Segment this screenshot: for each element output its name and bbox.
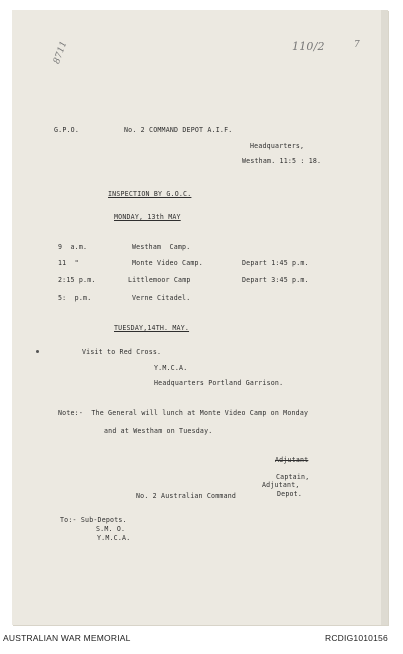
signature-title: Captain, xyxy=(276,473,310,481)
monday-place-3: Verne Citadel. xyxy=(132,294,191,302)
monday-depart-2: Depart 3:45 p.m. xyxy=(242,276,309,284)
monday-time-3: 5: p.m. xyxy=(58,294,92,302)
monday-place-0: Westham Camp. xyxy=(132,243,191,251)
signature-role: Adjutant, xyxy=(262,481,300,489)
monday-time-1: 11 " xyxy=(58,259,79,267)
header-gpo: G.P.O. xyxy=(54,126,80,134)
note-line-2: and at Westham on Tuesday. xyxy=(104,427,213,435)
note-line-1: Note:- The General will lunch at Monte Video Camp on Monday xyxy=(58,409,309,417)
signature-struck: Adjutant xyxy=(275,456,309,464)
footer-id: RCDIG1010156 xyxy=(325,633,388,643)
annotation-left: 8711 xyxy=(52,39,70,66)
annotation-right: 110/2 xyxy=(292,40,325,53)
margin-mark xyxy=(36,350,39,353)
annotation-corner: 7 xyxy=(354,40,360,50)
distribution-label: To:- Sub-Depots. xyxy=(60,516,127,524)
tuesday-item-2: Headquarters Portland Garrison. xyxy=(154,379,284,387)
signature-unit-short: Depot. xyxy=(277,490,303,498)
tuesday-item-0: Visit to Red Cross. xyxy=(82,348,162,356)
tuesday-heading: TUESDAY,14TH. MAY. xyxy=(114,324,190,332)
distribution-item-1: Y.M.C.A. xyxy=(97,534,131,542)
header-place-date: Westham. 11:5 : 18. xyxy=(242,157,322,165)
monday-place-1: Monte Video Camp. xyxy=(132,259,203,267)
monday-time-2: 2:15 p.m. xyxy=(58,276,96,284)
header-unit: No. 2 COMMAND DEPOT A.I.F. xyxy=(124,126,233,134)
footer-source: AUSTRALIAN WAR MEMORIAL xyxy=(3,633,131,643)
distribution-item-0: S.M. O. xyxy=(96,525,126,533)
monday-place-2: Littlemoor Camp xyxy=(128,276,191,284)
monday-time-0: 9 a.m. xyxy=(58,243,88,251)
document-page xyxy=(12,10,388,625)
tuesday-item-1: Y.M.C.A. xyxy=(154,364,188,372)
title: INSPECTION BY G.O.C. xyxy=(108,190,192,198)
monday-heading: MONDAY, 13th MAY xyxy=(114,213,181,221)
monday-depart-1: Depart 1:45 p.m. xyxy=(242,259,309,267)
header-hq: Headquarters, xyxy=(250,142,305,150)
signature-unit: No. 2 Australian Command xyxy=(136,492,237,500)
